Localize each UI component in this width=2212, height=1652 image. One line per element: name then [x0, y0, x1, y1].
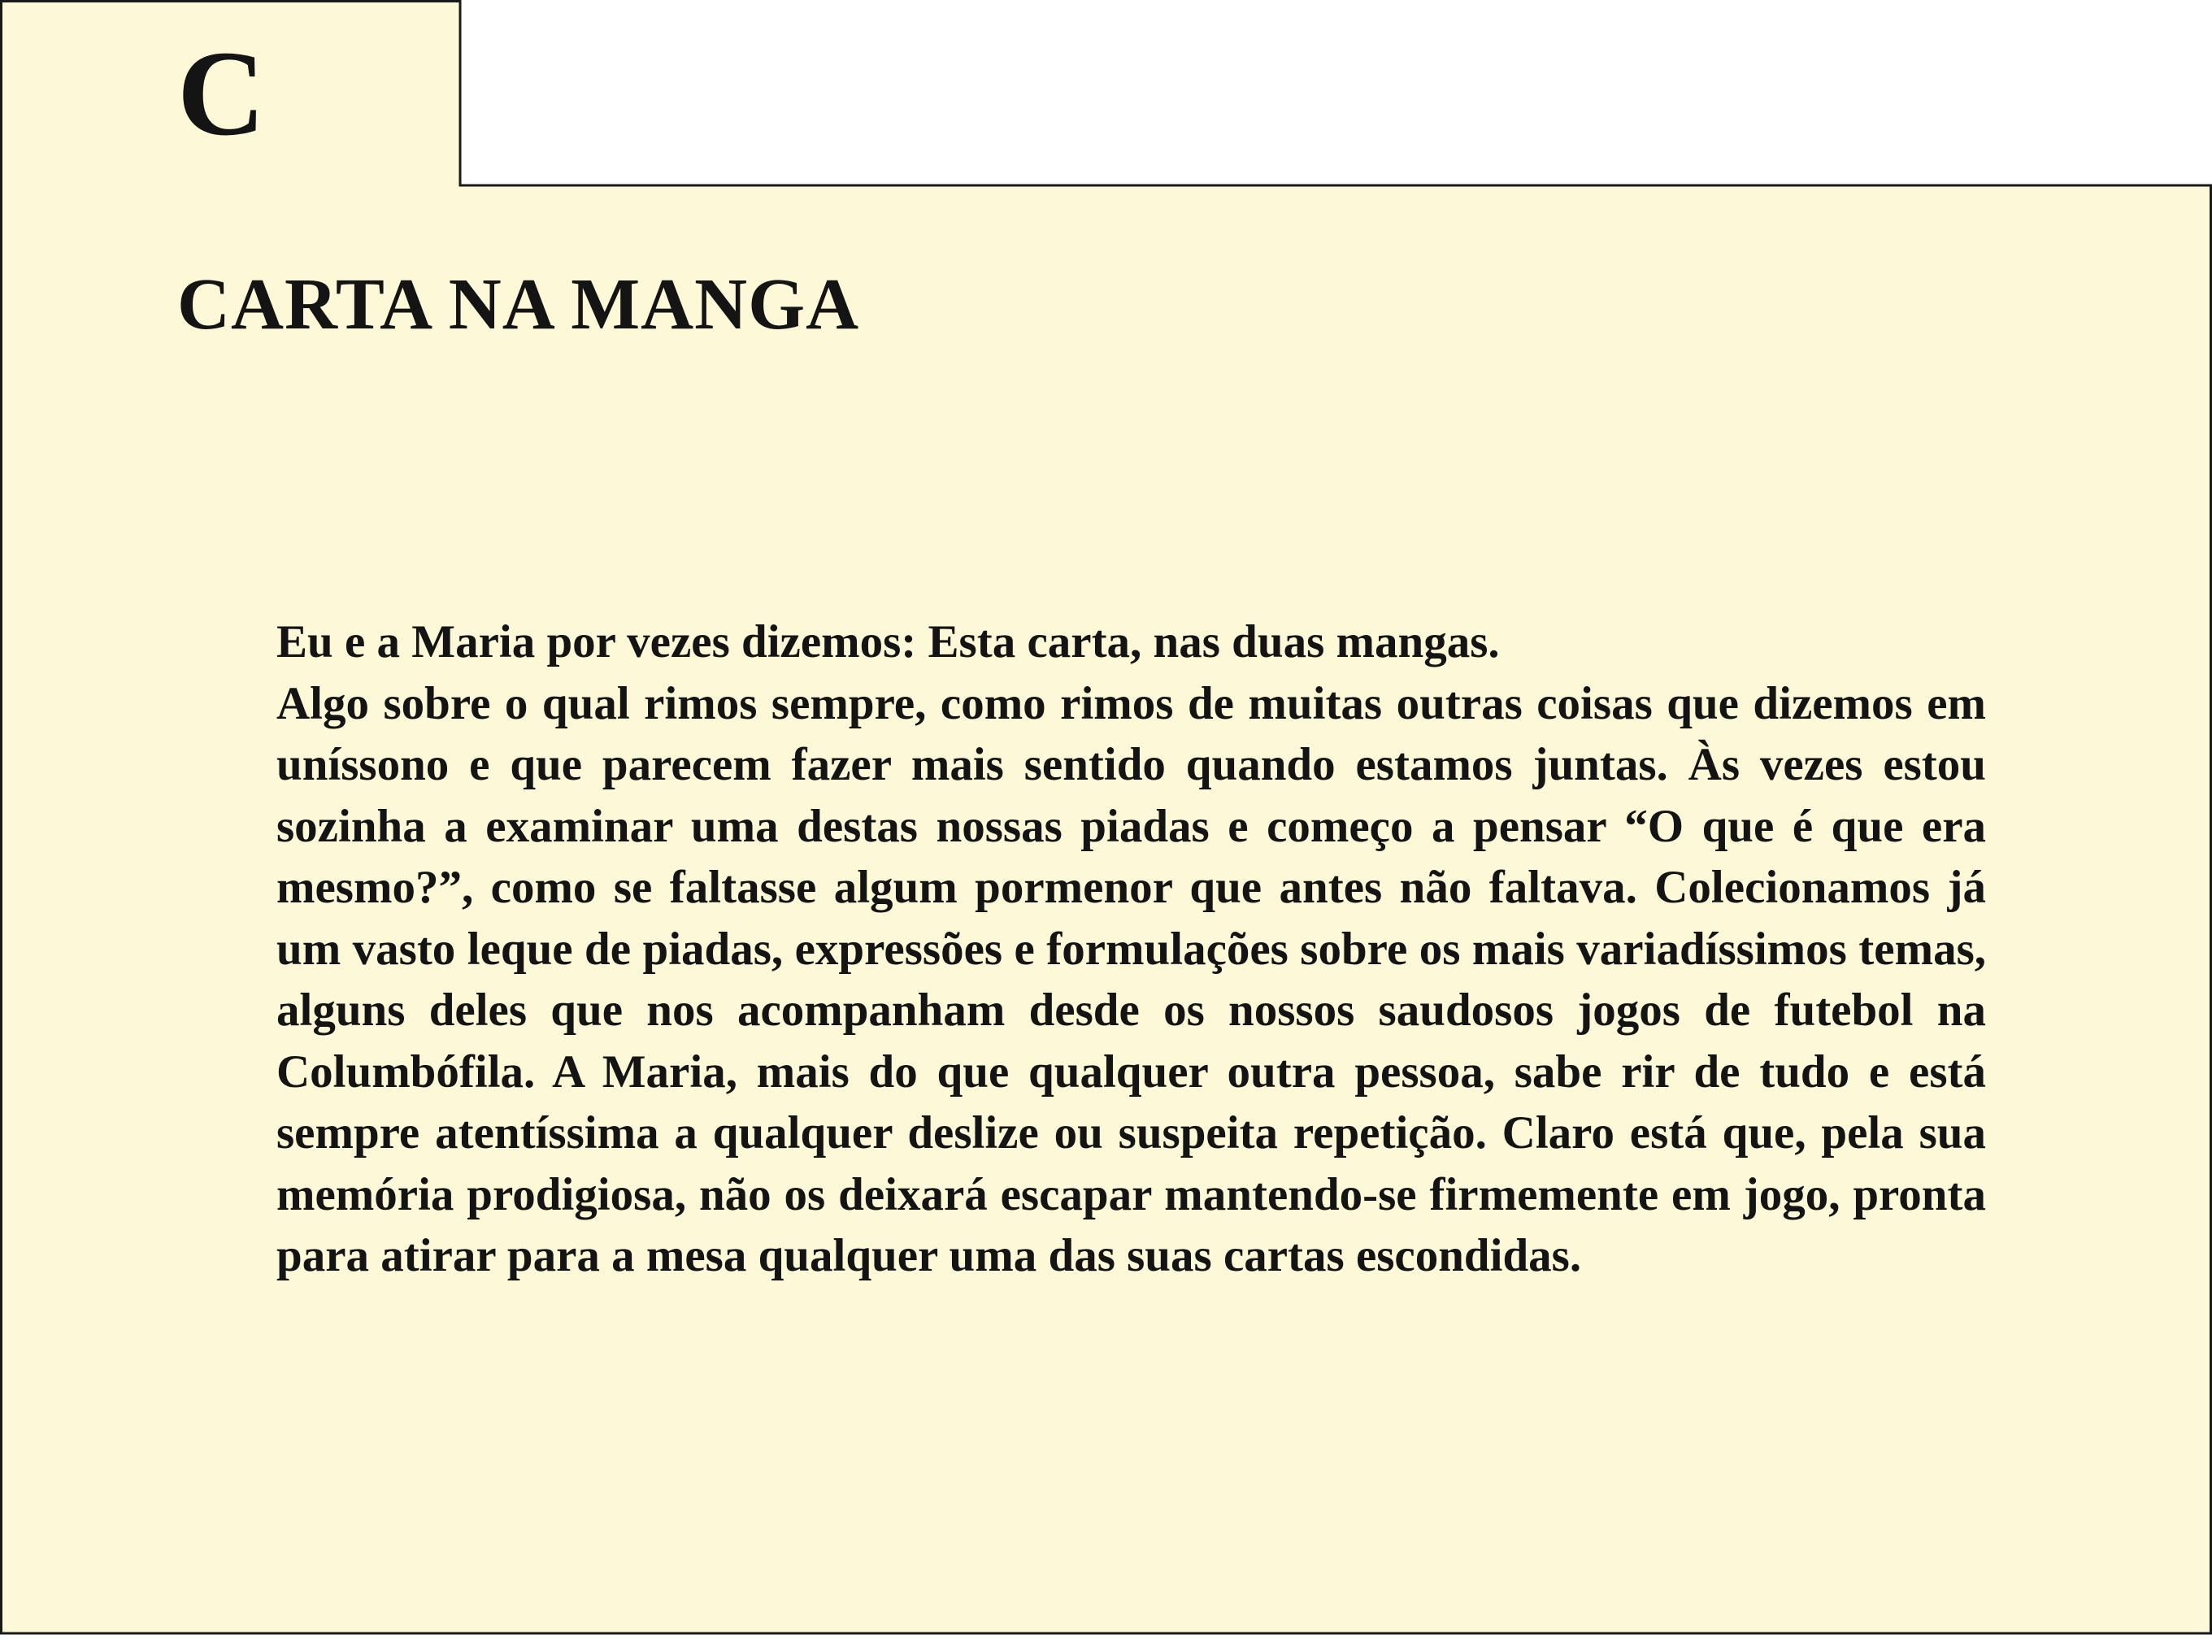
- body-first-line: Eu e a Maria por vezes dizemos: Esta carta, nas duas mangas.: [276, 616, 1500, 667]
- tab-letter: C: [177, 26, 266, 161]
- page-title: CARTA NA MANGA: [177, 264, 860, 345]
- body-paragraph: Algo sobre o qual rimos sempre, como rimos de muitas outras coisas que dizemos em uníssono e que parecem fazer mais sentido quando estamos juntas. Às vezes estou sozinha a examinar uma destas nossas piadas e começo a pensar “O que é que era mesmo?”, como se faltasse algum pormenor que antes não faltava. Colecionamos já um vasto leque de piadas, expressões e formulações sobre os mais variadíssimos temas, alguns deles que nos acompanham desde os nossos saudosos jogos de futebol na Columbófila. A Maria, mais do que qualquer outra pessoa, sabe rir de tudo e está sempre atentíssima a qualquer deslize ou suspeita repetição. Claro está que, pela sua memória prodigiosa, não os deixará escapar mantendo-se firmemente em jogo, pronta para atirar para a mesa qualquer uma das suas cartas escondidas.: [276, 677, 1986, 1281]
- body-text: [276, 611, 1986, 1287]
